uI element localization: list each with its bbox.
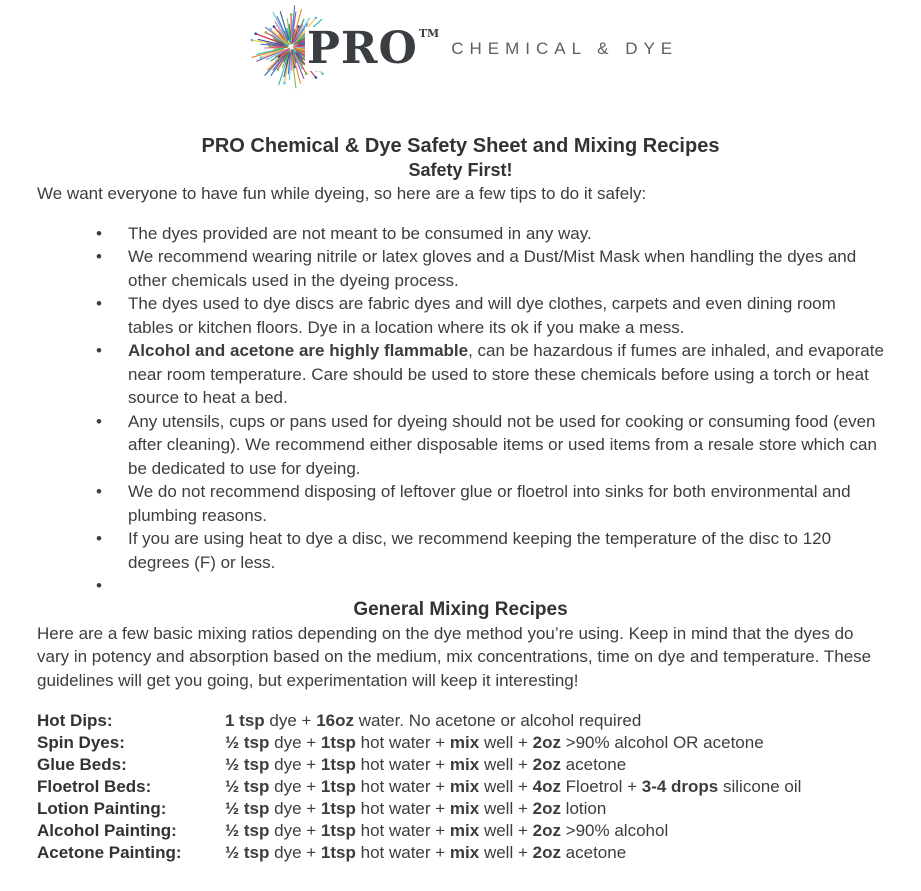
recipe-value: ½ tsp dye + 1tsp hot water + mix well + 2oz lotion (225, 799, 607, 818)
recipe-row (37, 842, 884, 864)
recipes-table (37, 710, 884, 864)
brand-name (305, 23, 441, 74)
recipe-value: ½ tsp dye + 1tsp hot water + mix well + 2oz acetone (225, 755, 627, 774)
safety-tip (94, 480, 884, 527)
recipe-label: Floetrol Beds: (37, 777, 152, 796)
safety-tip (94, 527, 884, 574)
recipe-row (37, 754, 884, 776)
recipe-row (37, 820, 884, 842)
safety-tip-text: We recommend wearing nitrile or latex gloves and a Dust/Mist Mask when handling the dyes and other chemicals used in the dyeing process. (128, 247, 857, 290)
subtitle-safety-first: Safety First! (408, 160, 513, 180)
mixing-intro-text: Here are a few basic mixing ratios depending on the dye method you’re using. Keep in mind that the dyes do vary in potency and absorption based on the medium, mix concentrations, time on dye and temperature. These guidelines will get you going, but experimentation will keep it interesting! (37, 623, 872, 690)
safety-tip-text: The dyes used to dye discs are fabric dyes and will dye clothes, carpets and even dining room tables or kitchen floors. Dye in a location where its ok if you make a mess. (128, 294, 836, 337)
recipe-row (37, 710, 884, 732)
safety-tip-text: We do not recommend disposing of leftover glue or floetrol into sinks for both environmental and plumbing reasons. (128, 482, 851, 525)
recipe-row (37, 776, 884, 798)
recipe-label: Spin Dyes: (37, 733, 125, 752)
trademark-symbol: TM (418, 27, 440, 40)
safety-tip (94, 410, 884, 481)
recipe-row (37, 798, 884, 820)
safety-tip-text: If you are using heat to dye a disc, we recommend keeping the temperature of the disc to 120 degrees (F) or less. (128, 529, 832, 572)
safety-tip-empty (94, 574, 884, 598)
safety-tip-text: Any utensils, cups or pans used for dyeing should not be used for cooking or consuming food (even after cleaning). We recommend either disposable items or used items from a resale store which can be dedicated to use for dyeing. (128, 411, 877, 478)
safety-tip (94, 339, 884, 410)
recipe-row (37, 732, 884, 754)
recipe-label: Alcohol Painting: (37, 821, 177, 840)
document-body (0, 134, 921, 864)
brand-name-text: PRO (306, 23, 418, 74)
intro-text: We want everyone to have fun while dyeing, so here are a few tips to do it safely: (37, 184, 647, 203)
safety-tip-text: Alcohol and acetone are highly flammable, can be hazardous if fumes are inhaled, and evaporate near room temperature. Care should be used to store these chemicals before using a torch or heat source to heat a bed. (128, 341, 884, 407)
recipe-value: 1 tsp dye + 16oz water. No acetone or alcohol required (225, 711, 642, 730)
recipe-label: Acetone Painting: (37, 843, 182, 862)
safety-tip (94, 222, 884, 246)
recipe-value: ½ tsp dye + 1tsp hot water + mix well + 2oz >90% alcohol OR acetone (225, 733, 764, 752)
recipe-value: ½ tsp dye + 1tsp hot water + mix well + 2oz >90% alcohol (225, 821, 669, 840)
recipe-label: Glue Beds: (37, 755, 127, 774)
safety-tip (94, 292, 884, 339)
recipe-label: Hot Dips: (37, 711, 113, 730)
section-general-mixing-recipes: General Mixing Recipes (353, 598, 568, 620)
safety-tips-list (94, 222, 884, 598)
brand-tagline: CHEMICAL & DYE (451, 39, 679, 58)
brand-logo (0, 0, 921, 94)
recipe-value: ½ tsp dye + 1tsp hot water + mix well + 2oz acetone (225, 843, 627, 862)
recipe-label: Lotion Painting: (37, 799, 167, 818)
page-title: PRO Chemical & Dye Safety Sheet and Mixing Recipes (201, 135, 720, 157)
recipe-value: ½ tsp dye + 1tsp hot water + mix well + 4oz Floetrol + 3-4 drops silicone oil (225, 777, 802, 796)
safety-tip (94, 245, 884, 292)
safety-tip-text: The dyes provided are not meant to be consumed in any way. (128, 223, 592, 243)
